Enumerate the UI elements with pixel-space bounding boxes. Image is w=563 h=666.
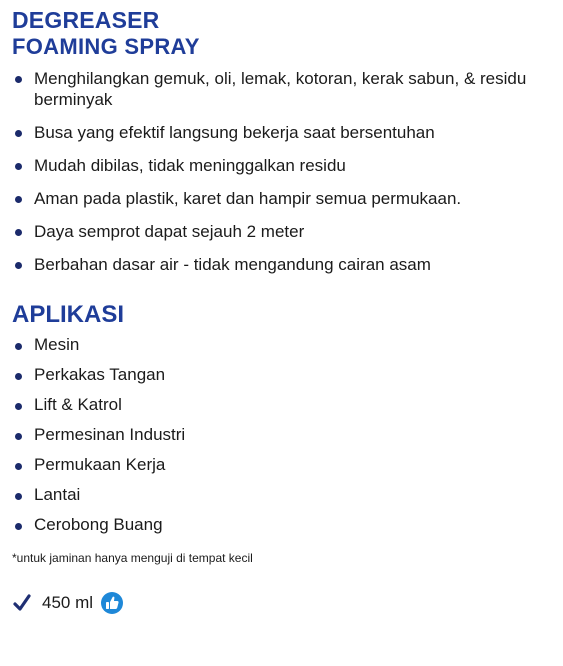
product-title: DEGREASER (12, 7, 160, 33)
application-item: Lantai (12, 483, 557, 506)
size-label: 450 ml (42, 593, 94, 612)
footnote: *untuk jaminan hanya menguji di tempat kecil (12, 551, 253, 565)
feature-item: Aman pada plastik, karet dan hampir semua permukaan. (12, 188, 534, 209)
feature-item: Menghilangkan gemuk, oli, lemak, kotoran, kerak sabun, & residu berminyak (12, 68, 534, 110)
feature-item: Berbahan dasar air - tidak mengandung cairan asam (12, 254, 534, 275)
check-icon (12, 593, 32, 613)
product-info (12, 0, 557, 616)
size-row (12, 590, 557, 616)
application-item: Mesin (12, 333, 557, 356)
thumbs-up-icon (101, 592, 123, 614)
application-item: Permesinan Industri (12, 423, 557, 446)
application-item: Cerobong Buang (12, 513, 557, 536)
feature-list (12, 68, 557, 275)
feature-item: Mudah dibilas, tidak meninggalkan residu (12, 155, 534, 176)
feature-item: Daya semprot dapat sejauh 2 meter (12, 221, 534, 242)
applications-heading: APLIKASI (12, 301, 125, 328)
application-item: Perkakas Tangan (12, 363, 557, 386)
feature-item: Busa yang efektif langsung bekerja saat bersentuhan (12, 122, 534, 143)
application-item: Permukaan Kerja (12, 453, 557, 476)
application-item: Lift & Katrol (12, 393, 557, 416)
product-subtitle: FOAMING SPRAY (12, 34, 200, 59)
applications-list (12, 333, 557, 536)
